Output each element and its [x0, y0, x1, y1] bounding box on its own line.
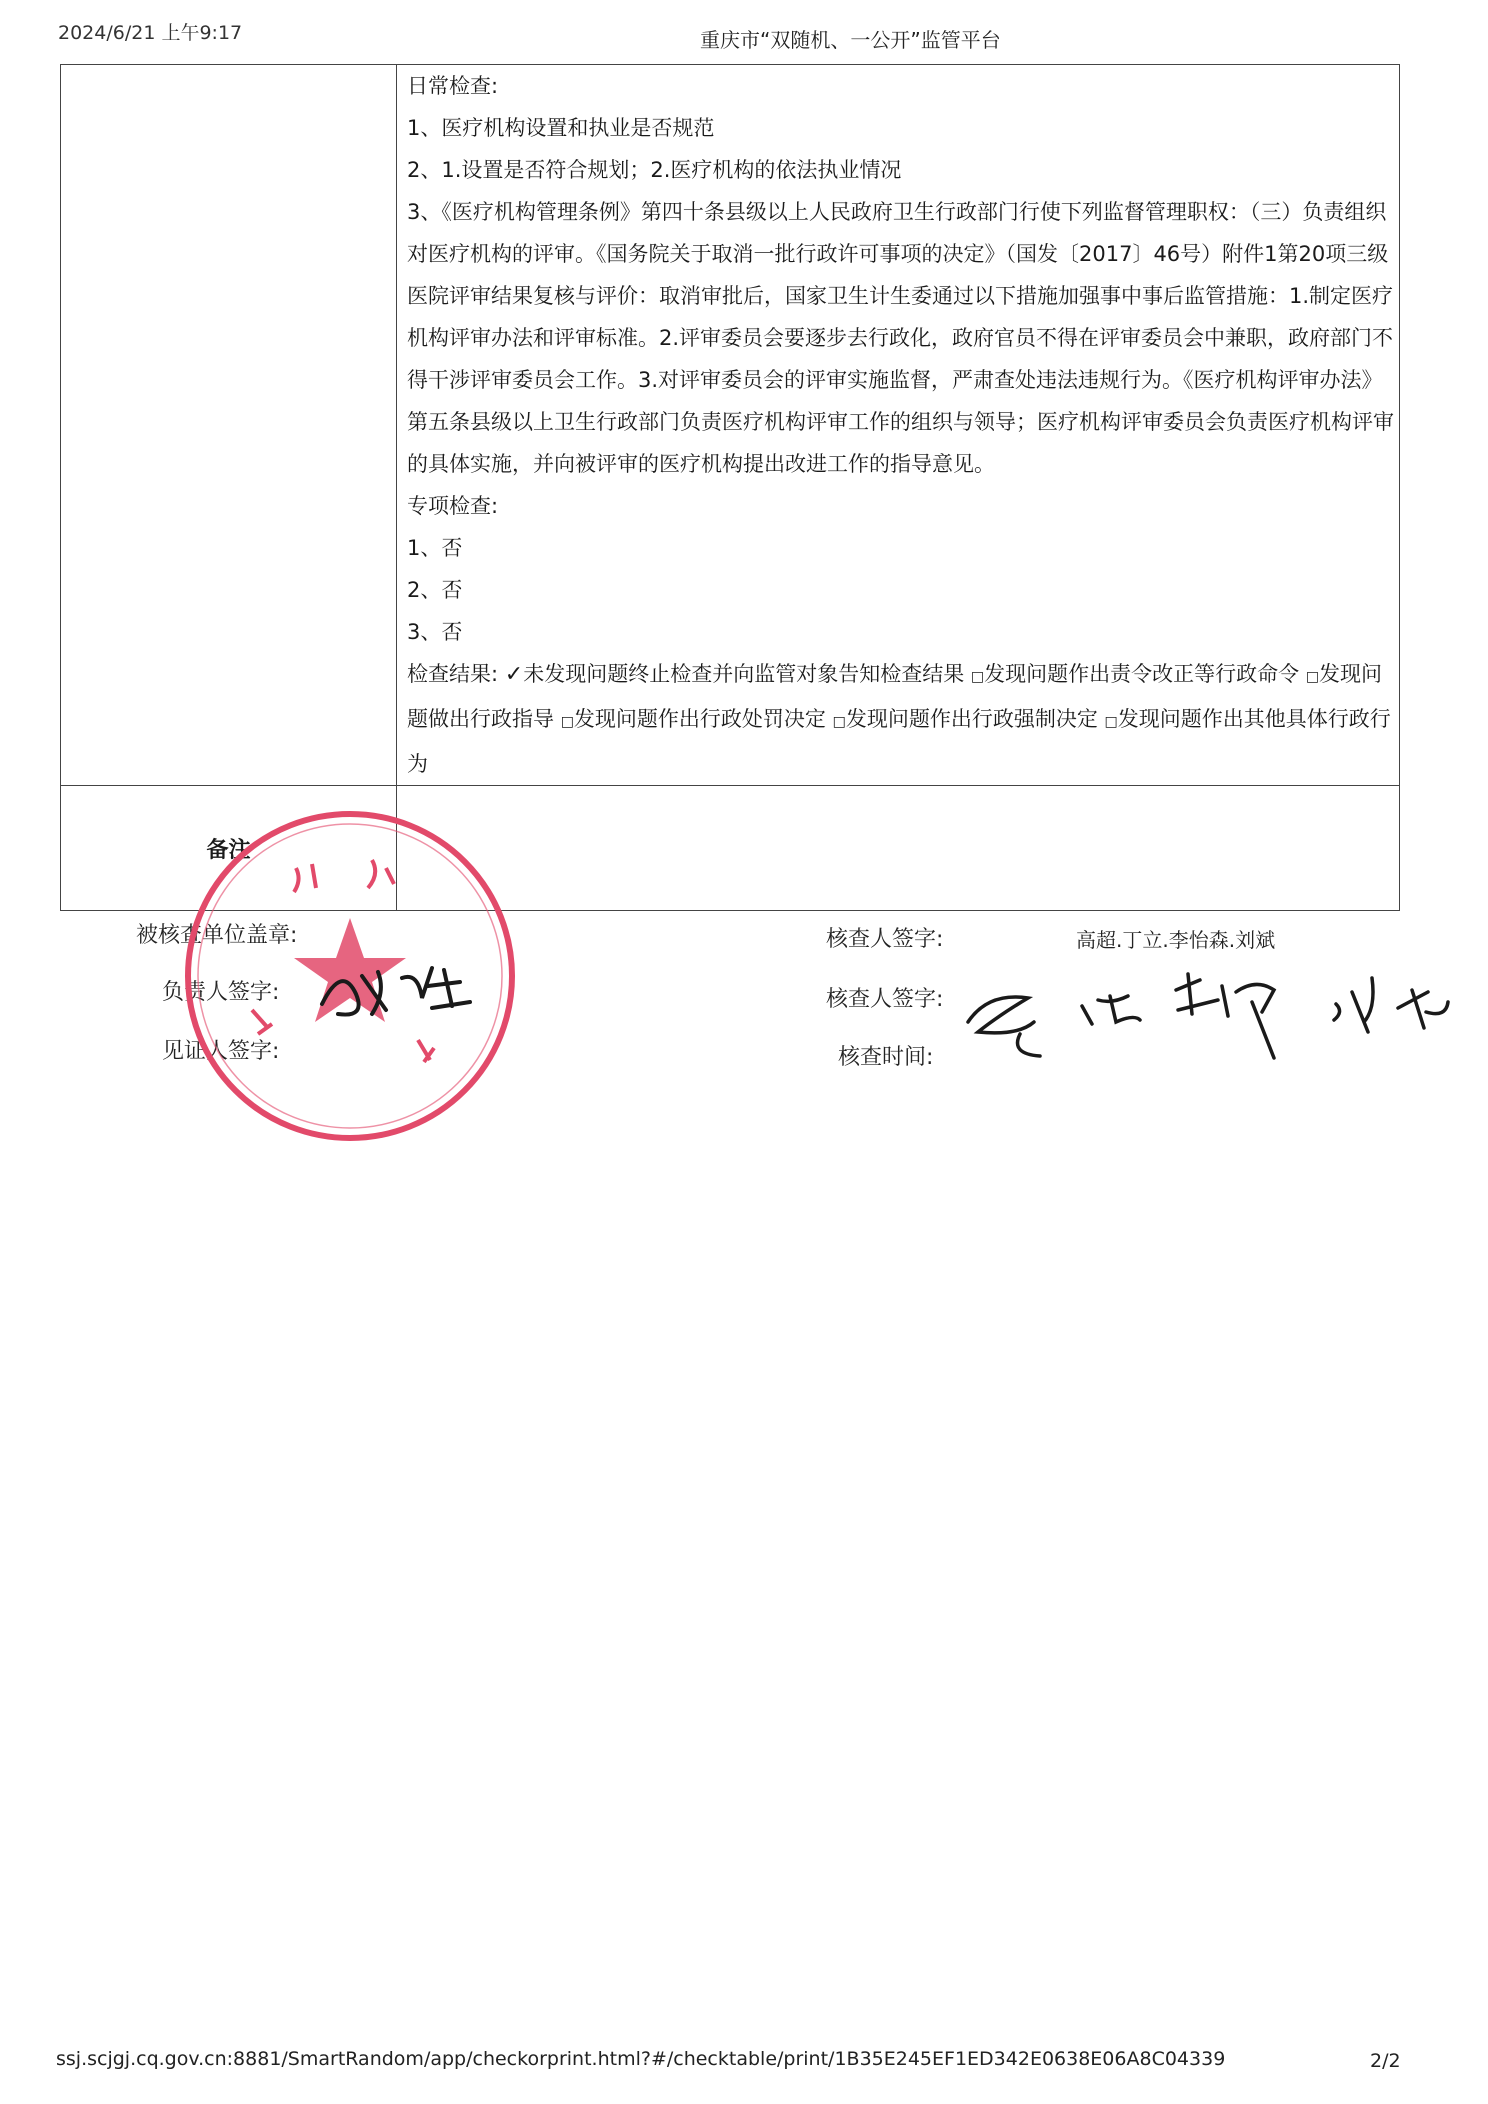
inspector-names: 高超.丁立.李怡森.刘斌	[1076, 928, 1276, 952]
inspector-signature-label-2: 核查人签字:	[826, 987, 944, 1012]
responsible-signature-label: 负责人签字:	[162, 980, 280, 1005]
inspector-signature-label: 核查人签字:	[826, 927, 944, 952]
result-option-1: 未发现问题终止检查并向监管对象告知检查结果	[523, 662, 965, 686]
checkmark-icon: ✓	[504, 662, 524, 687]
result-label: 检查结果:	[407, 662, 499, 686]
footer-url: ssj.scjgj.cq.gov.cn:8881/SmartRandom/app/checkorprint.html?#/checktable/print/1B35E245EF1ED342E0638E06A8C04339	[56, 2048, 1226, 2070]
square-outline-icon: □	[1305, 669, 1320, 685]
platform-title: 重庆市“双随机、一公开”监管平台	[700, 28, 1001, 52]
square-outline-icon: □	[1104, 714, 1118, 730]
square-outline-icon: □	[970, 669, 985, 685]
print-datetime: 2024/6/21 上午9:17	[58, 22, 243, 44]
daily-item-3: 3、《医疗机构管理条例》第四十条县级以上人民政府卫生行政部门行使下列监督管理职权：（三）负责组织对医疗机构的评审。《国务院关于取消一批行政许可事项的决定》（国发〔2017〕46号）附件1第20项三级医院评审结果复核与评价：取消审批后，国家卫生计生委通过以下措施加强事中事后监管措施：1.制定医疗机构评审办法和评审标准。2.评审委员会要逐步去行政化，政府官员不得在评审委员会中兼职，政府部门不得干涉评审委员会工作。3.对评审委员会的评审实施监督，严肃查处违法违规行为。《医疗机构评审办法》第五条县级以上卫生行政部门负责医疗机构评审工作的组织与领导；医疗机构评审委员会负责医疗机构评审的具体实施，并向被评审的医疗机构提出改进工作的指导意见。	[407, 200, 1394, 476]
unit-seal-label: 被核查单位盖章:	[136, 923, 298, 948]
special-item-1: 1、否	[407, 536, 463, 560]
witness-signature-label: 见证人签字:	[162, 1039, 280, 1064]
remarks-label: 备注	[61, 786, 397, 911]
result-option-6: 发现问题作出其他具体行政行为	[407, 707, 1391, 776]
check-time-label: 核查时间:	[838, 1045, 934, 1070]
inspectors-handwritten-signature	[968, 974, 1448, 1058]
special-check-heading: 专项检查:	[407, 494, 499, 518]
result-option-5: 发现问题作出行政强制决定	[845, 707, 1098, 731]
daily-item-1: 1、医疗机构设置和执业是否规范	[407, 116, 715, 140]
result-option-4: 发现问题作出行政处罚决定	[573, 707, 826, 731]
result-option-3: 发现问题做出行政指导	[407, 662, 1383, 731]
result-option-2: 发现问题作出责令改正等行政命令	[984, 662, 1300, 686]
daily-item-2: 2、1.设置是否符合规划；2.医疗机构的依法执业情况	[407, 158, 902, 182]
page-number: 2/2	[1370, 2050, 1401, 2072]
square-outline-icon: □	[560, 714, 574, 730]
special-item-2: 2、否	[407, 578, 463, 602]
daily-check-heading: 日常检查:	[407, 74, 499, 98]
square-outline-icon: □	[832, 714, 846, 730]
official-seal	[188, 814, 512, 1138]
special-item-3: 3、否	[407, 620, 463, 644]
